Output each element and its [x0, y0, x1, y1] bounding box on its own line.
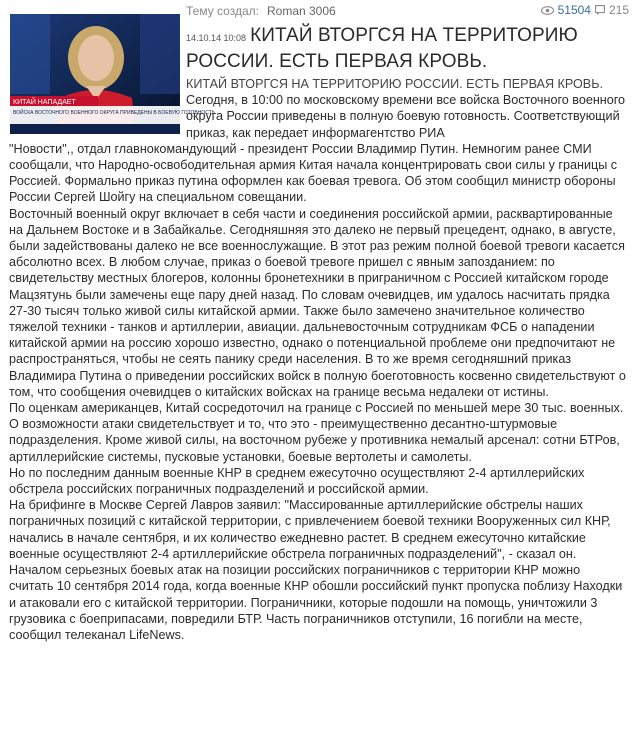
article-paragraph-4: По оценкам американцев, Китай сосредоточил на границе с Россией по меньшей мере 30 тыс. военных. О возможности атаки свидетельствует и то, что это - преимущественно десантно-штурмовые подразделения. Кроме живой силы, на восточном рубеже у противника немалый арсенал: сотни БТРов, артиллерийские системы, пусковые установки, боевые вертолеты и самолеты. — [9, 401, 624, 464]
article-paragraph-6: На брифинге в Москве Сергей Лавров заявил: "Массированные артиллерийские обстрелы наших пограничных позиций с китайской территории, с привлечением боевой техники Вооруженных сил КНР, начались в начале сентября, и их количество ежедневно растет. В среднем ежесуточно китайские военные осуществляют 2-4 артиллерийские обстрела пограничных подразделений", - сказал он. Началом серьезных боевых атак на позиции российских пограничников с территории КНР можно считать 10 сентября 2014 года, когда военные КНР обошли российский пункт пропуска поблизу Находки и атаковали его с китайской территории. Пограничники, которые подошли на помощь, уничтожили 3 грузовика с боеприпасами, повредили БТР. Часть пограничников отступили, 16 погибли на месте, сообщил телеканал LifeNews. — [9, 498, 623, 642]
article-paragraph-1: Сегодня, в 10:00 по московскому времени все войска Восточного военного округа России приведены в полную боевую готовность. Соответствующий приказ, как передает информагентство РИА — [186, 93, 626, 140]
article-paragraph-2: "Новости",, отдал главнокомандующий - президент России Владимир Путин. Немногим ранее СМИ сообщали, что Народно-освободительная армия Китая начала концентрировать свои силы у границы с Россией. Формально приказ путина оформлен как боевая тревога. Об этом сообщил министр обороны России Сергей Шойгу на специальном совещании. — [9, 141, 618, 205]
topic-creator — [186, 4, 336, 18]
article-paragraph-5: Но по последним данным военные КНР в среднем ежесуточно осуществляют 2-4 артиллерийских обстрела российских пограничных подразделений и российской армии. — [9, 465, 585, 497]
views-count: 51504 — [557, 3, 591, 17]
author-link[interactable]: Roman 3006 — [266, 4, 336, 18]
creator-label: Тему создал: — [186, 4, 259, 18]
eye-icon — [541, 6, 554, 15]
article-date: 14.10.14 10:08 — [186, 33, 247, 43]
comment-icon — [595, 5, 605, 16]
article-subtitle: КИТАЙ ВТОРГСЯ НА ТЕРРИТОРИЮ РОССИИ. ЕСТЬ ПЕРВАЯ КРОВЬ. — [186, 77, 603, 91]
topic-stats — [541, 3, 629, 17]
article-title-link[interactable]: КИТАЙ ВТОРГСЯ НА ТЕРРИТОРИЮ РОССИИ. ЕСТЬ ПЕРВАЯ КРОВЬ. — [186, 25, 578, 72]
article-body — [9, 76, 627, 643]
ticker-line-2: ВОЙСКА ВОСТОЧНОГО ВОЕННОГО ОКРУГА ПРИВЕДЕНЫ В БОЕВУЮ ГОТОВНОСТЬ — [13, 110, 216, 116]
ticker-line-1: КИТАЙ НАПАДАЕТ — [13, 99, 76, 106]
article-headline — [186, 24, 626, 74]
article-paragraph-3: Восточный военный округ включает в себя части и соединения российской армии, расквартированные на Дальнем Востоке и в Забайкалье. Сегодняшняя это далеко не первый прецедент, однако, в августе, были задействованы далеко не все военнослужащие. В этот раз режим полной боевой тревоги касается абсолютно всех. В любом случае, приказ о боевой тревоге пришел с явным запозданием: по свидетельству местных блогеров, колонны бронетехники в приграничном с Россией китайском городе Мацзятунь были замечены еще пару дней назад. По словам очевидцев, им удалось насчитать прядка 27-30 тысяч только живой силы китайской армии. Также было замечено значительное количество тяжелой техники - танков и артиллерии, авиации. дальневосточным сотрудникам ФСБ о нападении китайской армии на россию хорошо известно, однако о потенциальной проблеме они предпочитают не распространяться, чтобы не сеять панику среди населения. В то же время сегодняшний приказ Владимира Путина о приведении российских войск в полную боеготовность косвенно свидетельствуют о том, что сообщения очевидцев о китайских войсках на границе весьма недалеки от истины. — [9, 206, 626, 399]
comments-count: 215 — [608, 3, 629, 17]
